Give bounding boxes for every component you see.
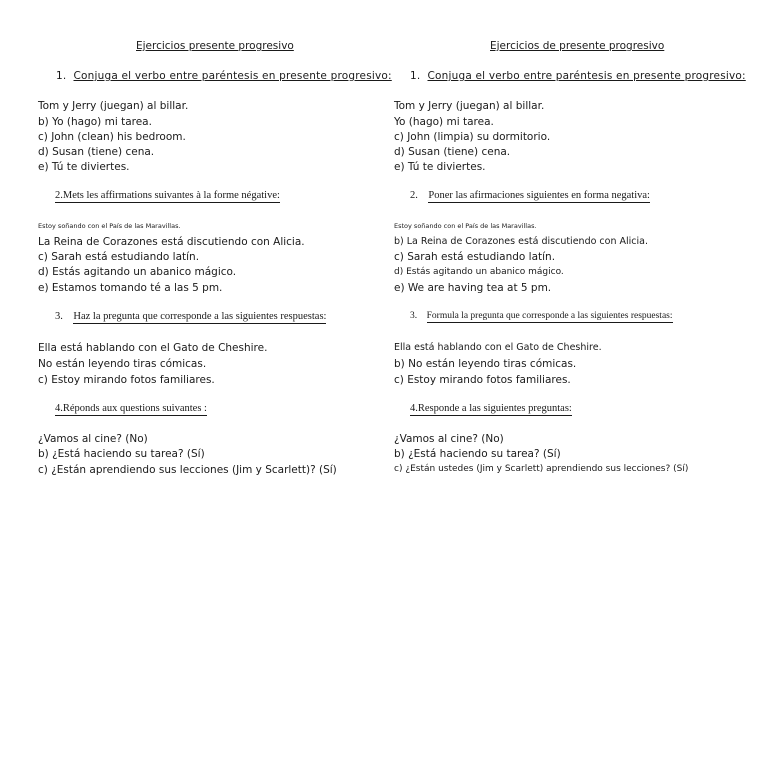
right-section-2-heading: 2. Poner las afirmaciones siguientes en forma negativa:	[410, 190, 650, 201]
left-s3-item-3: c) Estoy mirando fotos familiares.	[38, 374, 215, 386]
left-section-3-instruction: Haz la pregunta que corresponde a las siguientes respuestas:	[73, 311, 327, 322]
right-s2-item-1: b) La Reina de Corazones está discutiendo con Alicia.	[394, 236, 648, 247]
left-s4-item-2: b) ¿Está haciendo su tarea? (Sí)	[38, 448, 205, 460]
right-s1-item-3: c) John (limpia) su dormitorio.	[394, 131, 551, 143]
left-s1-item-3: c) John (clean) his bedroom.	[38, 131, 186, 143]
left-section-1-heading: 1. Conjuga el verbo entre paréntesis en presente progresivo:	[56, 70, 392, 82]
right-s3-item-3: c) Estoy mirando fotos familiares.	[394, 374, 571, 386]
right-title: Ejercicios de presente progresivo	[490, 40, 665, 52]
left-section-4-heading: 4.Réponds aux questions suivantes :	[55, 403, 207, 414]
left-s2-item-1: La Reina de Corazones está discutiendo con Alicia.	[38, 236, 305, 248]
left-s3-item-1: Ella está hablando con el Gato de Cheshire.	[38, 342, 268, 354]
left-s1-item-1: Tom y Jerry (juegan) al billar.	[38, 100, 189, 112]
left-s2-item-2: c) Sarah está estudiando latín.	[38, 251, 200, 263]
left-s2-item-3: d) Estás agitando un abanico mágico.	[38, 266, 237, 278]
left-s4-item-1: ¿Vamos al cine? (No)	[38, 433, 148, 445]
right-s2-item-2: c) Sarah está estudiando latín.	[394, 251, 556, 263]
left-s2-item-4: e) Estamos tomando té a las 5 pm.	[38, 282, 223, 294]
right-section-4-heading: 4.Responde a las siguientes preguntas:	[410, 403, 572, 414]
right-s1-item-5: e) Tú te diviertes.	[394, 161, 486, 173]
right-s1-item-1: Tom y Jerry (juegan) al billar.	[394, 100, 545, 112]
right-section-1-instruction: Conjuga el verbo entre paréntesis en presente progresivo:	[427, 70, 746, 82]
right-s1-item-4: d) Susan (tiene) cena.	[394, 146, 511, 158]
left-section-3-heading: 3. Haz la pregunta que corresponde a las siguientes respuestas:	[55, 311, 327, 322]
left-s1-item-4: d) Susan (tiene) cena.	[38, 146, 155, 158]
right-section-1-heading: 1. Conjuga el verbo entre paréntesis en presente progresivo:	[410, 70, 746, 82]
right-section-2-instruction: Poner las afirmaciones siguientes en forma negativa:	[428, 190, 650, 201]
right-s2-small-line: Estoy soñando con el País de las Maravillas.	[394, 222, 537, 230]
left-section-2-heading: 2.Mets les affirmations suivantes à la forme négative:	[55, 190, 280, 201]
left-section-2-instruction: Mets les affirmations suivantes à la forme négative:	[62, 190, 280, 201]
left-title: Ejercicios presente progresivo	[136, 40, 294, 52]
right-section-3-instruction: Formula la pregunta que corresponde a las siguientes respuestas:	[426, 311, 673, 321]
left-section-1-instruction: Conjuga el verbo entre paréntesis en presente progresivo:	[73, 70, 392, 82]
left-s1-item-5: e) Tú te diviertes.	[38, 161, 130, 173]
left-s3-item-2: No están leyendo tiras cómicas.	[38, 358, 207, 370]
left-s2-small-line: Estoy soñando con el País de las Maravillas.	[38, 222, 181, 230]
right-s3-item-2: b) No están leyendo tiras cómicas.	[394, 358, 577, 370]
right-s2-item-3: d) Estás agitando un abanico mágico.	[394, 267, 564, 277]
right-s1-item-2: Yo (hago) mi tarea.	[394, 116, 494, 128]
right-s4-item-3: c) ¿Están ustedes (Jim y Scarlett) aprendiendo sus lecciones? (Sí)	[394, 464, 689, 474]
right-section-4-instruction: Responde a las siguientes preguntas:	[417, 403, 572, 414]
left-section-4-instruction: Réponds aux questions suivantes :	[62, 403, 207, 414]
left-s4-item-3: c) ¿Están aprendiendo sus lecciones (Jim y Scarlett)? (Sí)	[38, 464, 337, 476]
left-s1-item-2: b) Yo (hago) mi tarea.	[38, 116, 152, 128]
right-s2-item-4: e) We are having tea at 5 pm.	[394, 282, 552, 294]
right-section-3-heading: 3. Formula la pregunta que corresponde a las siguientes respuestas:	[410, 311, 673, 321]
right-s4-item-2: b) ¿Está haciendo su tarea? (Sí)	[394, 448, 561, 460]
right-s3-item-1: Ella está hablando con el Gato de Cheshire.	[394, 342, 602, 353]
right-s4-item-1: ¿Vamos al cine? (No)	[394, 433, 504, 445]
